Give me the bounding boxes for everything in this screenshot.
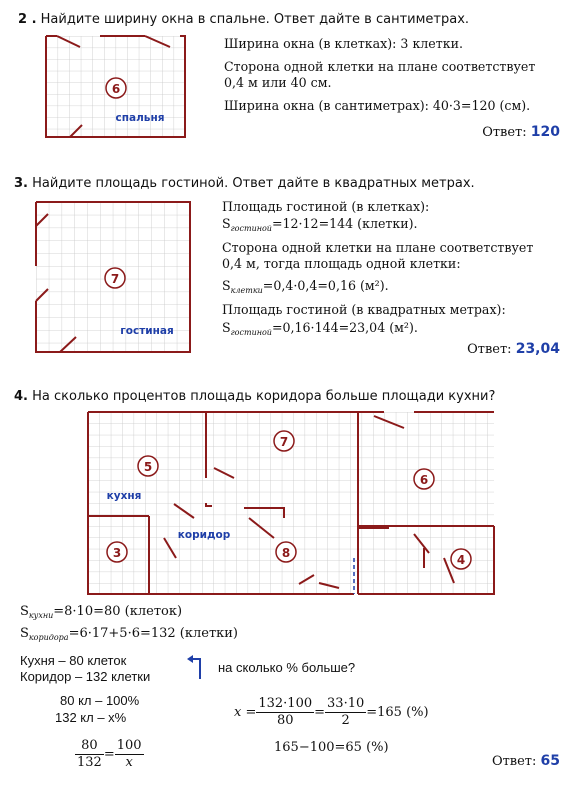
task4-answer-label: Ответ: [491,754,537,769]
task3-area-s-symbol: S [222,320,231,335]
task4-room-5-number: 5 [143,460,153,474]
task3-area-s-formula: =0,16·144=23,04 (м²). [271,320,418,335]
task3-s-symbol: S [222,216,231,231]
task2-line3: 0,4 м или 40 см. [224,75,332,90]
task4-x-equation: x = $\frac{132\cdot 100}{80}$ = $\frac{33\cdot 10}{2}$ =165 (%) [234,696,429,728]
task4-s-kitchen-formula: =8·10=80 (клеток) [53,604,183,619]
task4-room-8-number: 8 [281,546,291,560]
task4-difference: 165−100=65 (%) [274,740,389,755]
task4-x-frac2 [325,696,366,729]
task4-apartment-plan [84,408,500,598]
task3-answer-label: Ответ: [467,342,512,357]
task4-s-corridor-subscript: коридора [28,633,69,642]
task3-area-s-subscript: гостиной [230,328,272,337]
task4-s-corridor [20,626,238,646]
task4-x-frac1-num: 132·100 [258,696,313,711]
task4-room-5 [138,456,158,476]
task4-answer [492,753,560,769]
task4-s-corridor-formula: =6·17+5·6=132 (клетки) [68,626,239,641]
task4-answer-value: 65 [540,753,560,769]
task4-room-8 [276,542,296,562]
task4-number: 4. [14,389,28,404]
task3-line4: 0,4 м, тогда площадь одной клетки: [222,256,461,271]
task4-proportion-fraction: $\frac{80}{132}$ = $\frac{100}{x}$ [77,738,142,770]
task4-room-6-number: 6 [419,473,429,487]
task2-number: 2 . [18,12,37,27]
task4-prop-frac-num1: 80 [75,738,104,755]
task4-prop-frac-den1: 132 [77,755,102,770]
arrow-up-icon [185,655,207,681]
task4-kitchen-label: кухня [106,490,142,502]
task4-room-4-number: 4 [456,553,466,567]
task2-room-number: 6 [111,82,121,96]
task3-question [14,176,475,191]
task3-question-text: Найдите площадь гостиной. Ответ дайте в квадратных метрах. [32,176,475,191]
task4-x-frac2-den: 2 [341,713,350,728]
task4-x-frac1-den: 80 [276,713,294,728]
task2-line4: Ширина окна (в сантиметрах): 40·3=120 (см). [224,98,531,113]
task4-prop-frac-den2: x [125,755,133,770]
task4-s-kitchen-symbol: S [20,604,29,619]
task4-x-frac2-num: 33·10 [327,696,365,711]
task2-answer-label: Ответ: [482,125,527,140]
task4-corridor-line: Коридор – 132 клетки [20,669,151,684]
task4-room-7 [274,431,294,451]
task4-prop-frac-num2: 100 [116,738,142,753]
task4-proportion-line1: 80 кл – 100% [60,693,140,708]
task4-room-4 [451,549,471,569]
task4-question-text: На сколько процентов площадь коридора больше площади кухни? [32,389,496,404]
task3-answer-value: 23,04 [515,341,560,357]
task4-corridor-label: коридор [177,529,231,541]
task3-cell-s-subscript: клетки [230,286,263,295]
task4-how-much-question: на сколько % больше? [218,660,356,675]
task4-question [14,389,495,404]
task4-room-6 [414,469,434,489]
task2-room-label: спальня [115,112,165,124]
task4-room-7-number: 7 [279,435,289,449]
task3-line7 [222,320,418,341]
task2-answer-value: 120 [530,124,560,140]
task4-proportion-frac-left [75,738,104,771]
task3-cell-s-formula: =0,4·0,4=0,16 (м²). [262,278,389,293]
task3-line6: Площадь гостиной (в квадратных метрах): [222,302,506,317]
task4-x-frac1 [256,696,314,729]
task4-s-corridor-symbol: S [20,626,29,641]
task3-livingroom-plan [30,196,200,358]
task2-line2: Сторона одной клетки на плане соответствует [224,59,536,74]
task2-question-text: Найдите ширину окна в спальне. Ответ дайте в сантиметрах. [40,12,470,27]
task4-x-result: =165 (%) [366,705,429,720]
task2-line1: Ширина окна (в клетках): 3 клетки. [224,36,463,51]
task3-room-label: гостиная [120,325,174,337]
task3-line2 [222,216,418,237]
task2-answer [482,124,560,140]
task4-s-kitchen [20,604,182,624]
task4-kitchen-line: Кухня – 80 клеток [20,653,127,668]
task3-answer [467,341,560,357]
task4-room-3 [107,542,127,562]
task4-room-3-number: 3 [112,546,122,560]
task2-bedroom-plan [40,33,200,143]
task4-x-lhs: x = [234,705,257,720]
task3-line1: Площадь гостиной (в клетках): [222,199,430,214]
task3-line3: Сторона одной клетки на плане соответствует [222,240,534,255]
task4-s-kitchen-subscript: кухни [28,611,54,620]
task3-number: 3. [14,176,28,191]
task4-proportion-line2: 132 кл – x% [55,710,127,725]
task3-cell-s-symbol: S [222,278,231,293]
task3-s-formula: =12·12=144 (клетки). [271,216,418,231]
task3-room-number: 7 [110,272,120,286]
task3-s-subscript: гостиной [230,224,272,233]
task3-line5 [222,278,389,299]
task2-question [18,12,469,27]
task4-proportion-frac-right [115,738,144,771]
